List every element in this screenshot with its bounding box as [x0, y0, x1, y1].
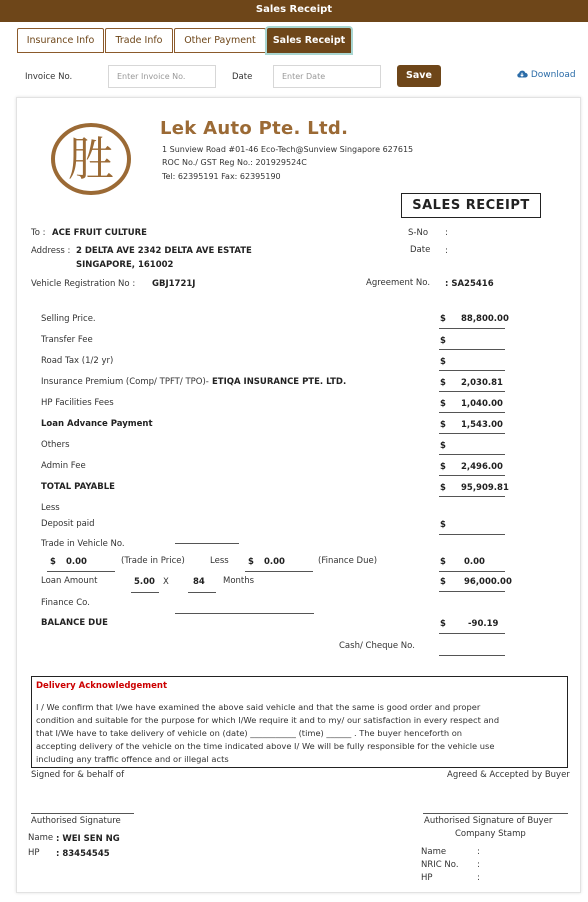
value-underline [131, 592, 159, 593]
value-underline [439, 534, 505, 535]
currency-symbol: $ [440, 619, 446, 629]
buyer-hp-colon: : [477, 873, 480, 883]
signature-line [31, 813, 134, 814]
company-tel: Tel: 62395191 Fax: 62395190 [162, 172, 281, 181]
line-label: Transfer Fee [41, 335, 93, 345]
line-value: 2,030.81 [461, 378, 503, 388]
vehicle-reg-label: Vehicle Registration No : [31, 279, 136, 289]
less-label: Less [41, 503, 60, 513]
authorised-buyer-label: Authorised Signature of Buyer [424, 816, 553, 826]
value-underline [439, 370, 505, 371]
line-value: 2,496.00 [461, 462, 503, 472]
buyer-name-colon: : [477, 847, 480, 857]
to-value: ACE FRUIT CULTURE [52, 228, 147, 238]
trade-in-price: 0.00 [66, 557, 87, 567]
less2-label: Less [210, 556, 229, 566]
trade-net-value: 0.00 [464, 557, 485, 567]
date-input[interactable]: Enter Date [273, 65, 381, 88]
loan-months: 84 [193, 577, 205, 587]
company-address: 1 Sunview Road #01-46 Eco-Tech@Sunview Singapore 627615 [162, 145, 414, 154]
value-underline [47, 571, 115, 572]
currency-symbol: $ [440, 420, 446, 430]
tab-sales-receipt[interactable]: Sales Receipt [267, 28, 351, 53]
currency-symbol: $ [440, 357, 446, 367]
line-label: HP Facilities Fees [41, 398, 114, 408]
value-underline [439, 454, 505, 455]
signed-for-label: Signed for & behalf of [31, 770, 125, 780]
currency-symbol: $ [440, 314, 446, 324]
line-label: Loan Advance Payment [41, 419, 153, 429]
currency-symbol: $ [248, 557, 254, 567]
currency-symbol: $ [440, 462, 446, 472]
delivery-acknowledgement [31, 676, 568, 768]
line-label: Selling Price. [41, 314, 96, 324]
value-underline [188, 592, 216, 593]
ack-line: accepting delivery of the vehicle on the time indicated above I/ We will be fully responsible for the vehicle use [36, 741, 495, 751]
line-label: Admin Fee [41, 461, 86, 471]
company-stamp-label: Company Stamp [455, 829, 526, 839]
seller-hp-label: HP [28, 848, 40, 858]
value-underline [439, 591, 505, 592]
download-button[interactable] [516, 69, 576, 80]
currency-symbol: $ [440, 483, 446, 493]
total-payable-label: TOTAL PAYABLE [41, 482, 115, 492]
times-symbol: X [163, 577, 169, 587]
ack-title: Delivery Acknowledgement [36, 681, 168, 691]
loan-value: 96,000.00 [464, 577, 512, 587]
cloud-download-icon [516, 69, 528, 79]
currency-symbol: $ [440, 336, 446, 346]
sno-colon: : [445, 228, 448, 238]
buyer-hp-label: HP [421, 873, 433, 883]
sales-receipt-document [16, 97, 581, 893]
seller-name-value: : WEI SEN NG [56, 834, 120, 844]
line-label: Others [41, 440, 70, 450]
seller-hp-value: : 83454545 [56, 849, 110, 859]
date-field-colon: : [445, 246, 448, 256]
balance-due-label: BALANCE DUE [41, 618, 108, 628]
currency-symbol: $ [440, 399, 446, 409]
value-underline [439, 496, 505, 497]
tab-insurance-info[interactable]: Insurance Info [17, 28, 104, 53]
line-value: 88,800.00 [461, 314, 509, 324]
invoice-label: Invoice No. [25, 72, 73, 82]
currency-symbol: $ [440, 441, 446, 451]
value-underline [439, 391, 505, 392]
balance-due-value: -90.19 [468, 619, 499, 629]
insurer-name: ETIQA INSURANCE PTE. LTD. [212, 377, 347, 387]
ack-line: I / We confirm that I/we have examined the above said vehicle and that the same is good order and proper [36, 702, 481, 712]
ack-body [36, 701, 566, 766]
currency-symbol: $ [440, 520, 446, 530]
value-underline [439, 475, 505, 476]
address-line2: SINGAPORE, 161002 [76, 260, 174, 270]
ack-line: including any traffic offence and or illegal acts [36, 754, 229, 764]
currency-symbol: $ [440, 577, 446, 587]
value-underline [439, 349, 505, 350]
ack-line: that I/We have to take delivery of vehicle on (date) ___________ (time) ______ . The buyer henceforth on [36, 728, 463, 738]
finance-due-label: (Finance Due) [318, 556, 378, 566]
line-value: 1,040.00 [461, 399, 503, 409]
tab-trade-info[interactable]: Trade Info [105, 28, 173, 53]
value-underline [439, 433, 505, 434]
trade-in-underline [175, 543, 239, 544]
buyer-name-label: Name [421, 847, 447, 857]
agreement-value: : SA25416 [445, 279, 494, 289]
deposit-label: Deposit paid [41, 519, 95, 529]
value-underline [439, 412, 505, 413]
download-label: Download [530, 70, 576, 80]
date-field-label: Date [410, 245, 431, 255]
loan-rate: 5.00 [134, 577, 155, 587]
svg-text:胜: 胜 [68, 132, 114, 186]
date-label: Date [232, 72, 253, 82]
line-label: Insurance Premium (Comp/ TPFT/ TPO)- [41, 377, 209, 387]
line-label: Road Tax (1/2 yr) [41, 356, 114, 366]
total-payable-value: 95,909.81 [461, 483, 509, 493]
value-underline [439, 633, 505, 634]
currency-symbol: $ [50, 557, 56, 567]
trade-in-label: Trade in Vehicle No. [41, 539, 125, 549]
value-underline [439, 571, 505, 572]
cash-cheque-underline [439, 655, 505, 656]
finance-co-underline [175, 613, 314, 614]
save-button[interactable]: Save [397, 65, 441, 87]
trade-in-price-label: (Trade in Price) [121, 556, 185, 566]
address-line1: 2 DELTA AVE 2342 DELTA AVE ESTATE [76, 246, 252, 256]
toolbar [0, 63, 588, 91]
company-name: Lek Auto Pte. Ltd. [160, 118, 349, 139]
line-value: 1,543.00 [461, 420, 503, 430]
tab-other-payment[interactable]: Other Payment [174, 28, 266, 53]
cash-cheque-label: Cash/ Cheque No. [339, 641, 415, 651]
buyer-nric-colon: : [477, 860, 480, 870]
authorised-signature-label: Authorised Signature [31, 816, 121, 826]
agreed-label: Agreed & Accepted by Buyer [447, 770, 570, 780]
value-underline [439, 328, 505, 329]
sno-label: S-No [408, 228, 429, 238]
buyer-nric-label: NRIC No. [421, 860, 459, 870]
receipt-heading: SALES RECEIPT [401, 193, 541, 218]
finance-due-value: 0.00 [264, 557, 285, 567]
vehicle-reg-value: GBJ1721J [152, 279, 196, 289]
signature-line [423, 813, 568, 814]
agreement-label: Agreement No. [366, 278, 431, 288]
company-logo [49, 120, 133, 198]
window-title: Sales Receipt [0, 0, 588, 22]
value-underline [245, 571, 313, 572]
finance-co-label: Finance Co. [41, 598, 90, 608]
invoice-input[interactable]: Enter Invoice No. [108, 65, 216, 88]
company-roc: ROC No./ GST Reg No.: 201929524C [162, 158, 307, 167]
currency-symbol: $ [440, 557, 446, 567]
ack-line: condition and suitable for the purpose for which I/We require it and to my/ our satisfaction in every respect and [36, 715, 500, 725]
tab-bar [17, 28, 352, 54]
seller-name-label: Name [28, 833, 54, 843]
months-label: Months [223, 576, 255, 586]
currency-symbol: $ [440, 378, 446, 388]
to-label: To : [31, 228, 46, 238]
loan-amount-label: Loan Amount [41, 576, 98, 586]
address-label: Address : [31, 246, 71, 256]
